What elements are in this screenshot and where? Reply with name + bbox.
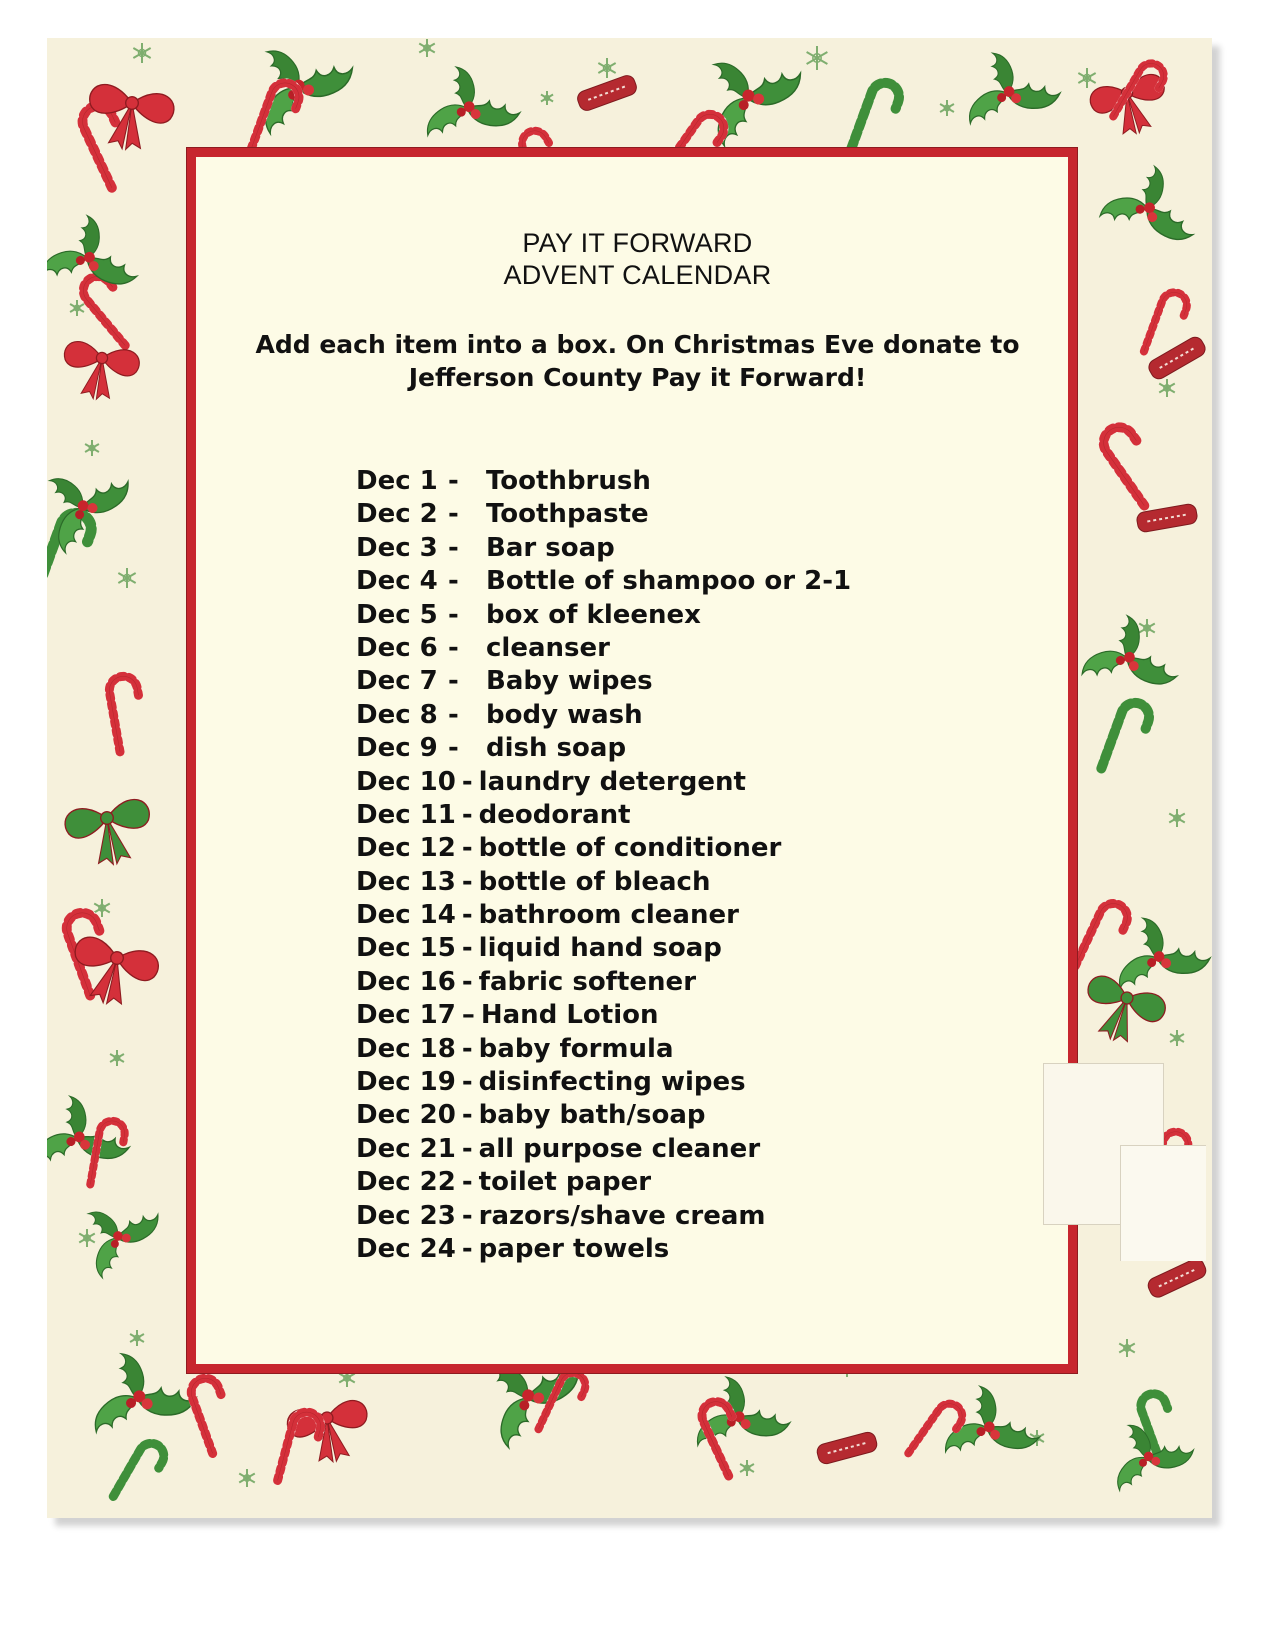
snowflake-icon (79, 1229, 95, 1247)
calendar-row (356, 532, 851, 565)
calendar-separator: - (461, 1167, 473, 1198)
calendar-separator: - (461, 1100, 473, 1131)
calendar-day: Dec 20 (356, 1100, 456, 1131)
candy-cane-icon (187, 1374, 239, 1453)
calendar-day: Dec 7 (356, 666, 438, 697)
instructions-line-1: Add each item into a box. On Christmas Eve donate to (255, 330, 1020, 359)
calendar-day: Dec 8 (356, 699, 438, 730)
calendar-day: Dec 14 (356, 900, 456, 931)
snowflake-icon (1169, 809, 1185, 827)
calendar-item: Toothbrush (486, 466, 651, 496)
snowflake-icon (130, 1330, 144, 1346)
snowflake-icon (110, 1050, 124, 1066)
calendar-item: toilet paper (478, 1167, 652, 1198)
calendar-day: Dec 4 (356, 566, 438, 597)
calendar-item: Toothpaste (486, 499, 649, 530)
candy-cane-icon (851, 79, 903, 158)
calendar-row (356, 832, 851, 865)
calendar-day: Dec 12 (356, 833, 456, 864)
calendar-row (356, 465, 851, 498)
calendar-separator: - (461, 833, 473, 864)
calendar-item: body wash (486, 699, 643, 730)
holly-icon (689, 38, 814, 152)
snowflake-icon (1119, 1339, 1135, 1357)
snowflake-icon (1078, 68, 1095, 88)
calendar-item: Bottle of shampoo or 2-1 (486, 566, 852, 597)
instructions-line-2: Jefferson County Pay it Forward! (408, 363, 867, 392)
calendar-row (356, 732, 851, 765)
candy-cane-icon (1075, 899, 1132, 978)
snowflake-icon (1139, 619, 1155, 637)
calendar-item: bathroom cleaner (478, 900, 739, 931)
calendar-item: Bar soap (486, 532, 615, 563)
calendar-day: Dec 15 (356, 933, 456, 964)
calendar-row (356, 1200, 851, 1233)
calendar-row (356, 999, 851, 1032)
calendar-row (356, 932, 851, 965)
snowflake-icon (940, 100, 954, 116)
calendar-item: box of kleenex (486, 599, 701, 630)
calendar-row (356, 1099, 851, 1132)
calendar-separator: - (461, 900, 473, 931)
calendar-separator: - (448, 632, 459, 663)
snowflake-icon (85, 440, 99, 456)
calendar-day: Dec 18 (356, 1033, 456, 1064)
candy-cane-icon (1101, 699, 1153, 778)
paper-fold-mark-2 (1120, 1145, 1206, 1261)
calendar-item: baby formula (478, 1033, 674, 1064)
calendar-day: Dec 6 (356, 632, 438, 663)
tag-icon (1146, 1256, 1209, 1299)
advent-calendar-list (356, 465, 851, 1266)
calendar-row (356, 766, 851, 799)
snowflake-icon (70, 300, 84, 316)
calendar-separator: - (461, 1133, 473, 1164)
calendar-row (356, 665, 851, 698)
holly-icon (934, 1374, 1051, 1483)
calendar-row (356, 1066, 851, 1099)
calendar-separator: - (448, 466, 459, 496)
calendar-row (356, 799, 851, 832)
calendar-separator: - (461, 966, 473, 997)
tag-icon (815, 1431, 878, 1466)
calendar-item: bottle of conditioner (478, 833, 782, 864)
calendar-day: Dec 21 (356, 1133, 456, 1164)
snowflake-icon (1170, 1030, 1184, 1046)
calendar-row (356, 1233, 851, 1266)
calendar-day: Dec 1 (356, 466, 438, 496)
calendar-day: Dec 9 (356, 733, 438, 764)
calendar-day: Dec 3 (356, 532, 438, 563)
calendar-item: paper towels (478, 1233, 670, 1264)
calendar-row (356, 899, 851, 932)
snowflake-icon (133, 43, 150, 63)
bow-icon (285, 1398, 374, 1468)
snowflake-icon (541, 91, 553, 105)
calendar-day: Dec 5 (356, 599, 438, 630)
calendar-item: cleanser (486, 632, 610, 663)
calendar-day: Dec 23 (356, 1200, 456, 1231)
calendar-row (356, 1133, 851, 1166)
calendar-separator: - (448, 733, 459, 764)
calendar-separator: - (461, 799, 473, 830)
holly-icon (83, 1344, 202, 1451)
holly-icon (47, 450, 144, 559)
calendar-item: fabric softener (478, 966, 697, 997)
calendar-item: deodorant (478, 799, 631, 830)
snowflake-icon (419, 39, 435, 57)
calendar-item: liquid hand soap (478, 933, 722, 964)
calendar-day: Dec 24 (356, 1233, 456, 1264)
calendar-separator: - (448, 499, 459, 530)
calendar-separator: - (448, 699, 459, 730)
calendar-day: Dec 10 (356, 766, 456, 797)
calendar-row (356, 599, 851, 632)
calendar-separator: - (448, 566, 459, 597)
calendar-item: bottle of bleach (478, 866, 711, 897)
holly-icon (958, 44, 1065, 140)
calendar-row (356, 1033, 851, 1066)
calendar-separator: - (448, 599, 459, 630)
calendar-day: Dec 2 (356, 499, 438, 530)
snowflake-icon (740, 1460, 754, 1476)
calendar-day: Dec 17 (356, 1000, 456, 1031)
calendar-separator: - (461, 1033, 473, 1064)
calendar-item: baby bath/soap (478, 1100, 706, 1131)
calendar-item: laundry detergent (478, 766, 746, 797)
candy-cane-icon (1098, 421, 1170, 505)
bow-icon (63, 797, 157, 871)
calendar-separator: - (461, 1067, 473, 1098)
snowflake-icon (598, 58, 615, 78)
candy-cane-icon (113, 1439, 168, 1509)
calendar-day: Dec 11 (356, 799, 456, 830)
calendar-separator: - (461, 766, 473, 797)
calendar-separator: - (461, 866, 473, 897)
calendar-row (356, 966, 851, 999)
calendar-item: Baby wipes (486, 666, 653, 697)
calendar-item: razors/shave cream (478, 1200, 766, 1231)
calendar-row (356, 699, 851, 732)
snowflake-icon (807, 46, 828, 70)
calendar-separator: – (461, 1000, 475, 1031)
calendar-separator: - (448, 666, 459, 697)
calendar-day: Dec 19 (356, 1067, 456, 1098)
calendar-row (356, 866, 851, 899)
holly-icon (69, 1187, 173, 1284)
calendar-separator: - (461, 1200, 473, 1231)
page-title-line-1: PAY IT FORWARD (522, 228, 753, 258)
snowflake-icon (239, 1469, 255, 1487)
holly-icon (416, 56, 528, 159)
calendar-row (356, 1166, 851, 1199)
calendar-item: Hand Lotion (480, 1000, 659, 1031)
page-title-line-2: ADVENT CALENDAR (503, 260, 772, 290)
calendar-row (356, 565, 851, 598)
calendar-item: disinfecting wipes (478, 1067, 746, 1098)
snowflake-icon (118, 568, 135, 588)
calendar-day: Dec 13 (356, 866, 456, 897)
calendar-row (356, 498, 851, 531)
calendar-day: Dec 22 (356, 1167, 456, 1198)
calendar-day: Dec 16 (356, 966, 456, 997)
calendar-separator: - (461, 933, 473, 964)
calendar-item: all purpose cleaner (478, 1133, 761, 1164)
calendar-item: dish soap (486, 733, 627, 764)
calendar-separator: - (461, 1233, 473, 1264)
tag-icon (575, 73, 638, 112)
calendar-row (356, 632, 851, 665)
calendar-separator: - (448, 532, 459, 563)
candy-cane-icon (107, 674, 147, 752)
